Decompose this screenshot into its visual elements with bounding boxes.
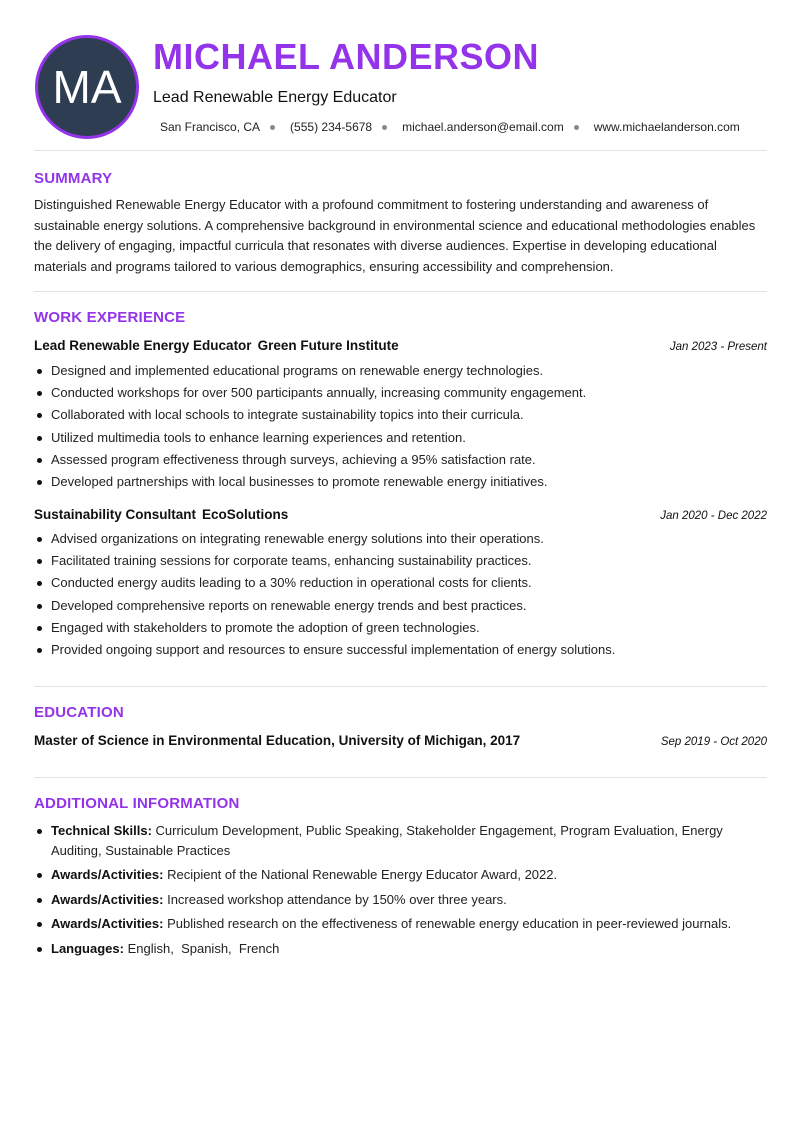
item-label: Languages: (51, 940, 124, 956)
additional-list (34, 821, 767, 963)
education-dates: Sep 2019 - Oct 2020 (660, 736, 767, 748)
list-item (34, 865, 767, 885)
bullet-separator-icon (382, 125, 387, 130)
job-header (34, 507, 767, 522)
contact-location: San Francisco, CA (160, 120, 261, 134)
list-item: Collaborated with local schools to integrate sustainability topics into their curricula. (34, 404, 767, 426)
item-label: Awards/Activities: (51, 867, 164, 882)
list-item: Facilitated training sessions for corporate teams, enhancing sustainability practices. (34, 550, 767, 572)
list-item: Developed comprehensive reports on renewable energy trends and best practices. (34, 595, 767, 617)
education-entry (34, 733, 767, 748)
job-dates: Jan 2020 - Dec 2022 (660, 510, 767, 522)
additional-heading: ADDITIONAL INFORMATION (34, 795, 240, 812)
contact-email[interactable]: michael.anderson@email.com (402, 120, 564, 134)
item-label: Technical Skills: (51, 823, 152, 838)
contact-line (160, 120, 740, 134)
experience-heading: WORK EXPERIENCE (34, 309, 186, 326)
job-header (34, 338, 767, 353)
avatar (35, 35, 139, 139)
contact-website[interactable]: www.michaelanderson.com (593, 120, 740, 134)
education-heading: EDUCATION (34, 704, 124, 721)
item-text: Increased workshop attendance by 150% over three years. (167, 891, 507, 907)
summary-text: Distinguished Renewable Energy Educator with a profound commitment to fostering understanding and awareness of sustainable energy solutions. A comprehensive background in environmental science and educational methodologies enables the delivery of engaging, impactful curricula that resonates with diverse audiences. Expertise in developing educational materials and programs tailored to various demographics, ensuring accessibility and comprehension. (34, 197, 756, 274)
item-text: Published research on the effectiveness of renewable energy education in peer-reviewed journals. (167, 916, 732, 931)
job-company: EcoSolutions (202, 507, 289, 522)
divider (34, 150, 767, 151)
list-item: Designed and implemented educational programs on renewable energy technologies. (34, 360, 767, 382)
job-dates: Jan 2023 - Present (669, 341, 767, 353)
list-item: Conducted workshops for over 500 participants annually, increasing community engagement. (34, 382, 767, 404)
summary-heading: SUMMARY (34, 170, 113, 187)
contact-phone: (555) 234-5678 (290, 120, 373, 134)
list-item (34, 890, 767, 910)
candidate-title: Lead Renewable Energy Educator (153, 89, 397, 106)
divider (34, 291, 767, 292)
avatar-initials: MA (52, 61, 122, 113)
job-company: Green Future Institute (257, 338, 399, 353)
bullet-separator-icon (574, 125, 579, 130)
item-text: English, Spanish, French (127, 940, 280, 956)
list-item: Utilized multimedia tools to enhance learning experiences and retention. (34, 427, 767, 449)
item-text: Recipient of the National Renewable Energy Educator Award, 2022. (167, 867, 558, 882)
divider (34, 686, 767, 687)
list-item: Conducted energy audits leading to a 30% reduction in operational costs for clients. (34, 572, 767, 594)
list-item: Engaged with stakeholders to promote the adoption of green technologies. (34, 617, 767, 639)
list-item: Provided ongoing support and resources to ensure successful implementation of energy solutions. (34, 639, 767, 661)
divider (34, 777, 767, 778)
candidate-name: MICHAEL ANDERSON (153, 36, 540, 77)
list-item (34, 821, 767, 860)
list-item: Advised organizations on integrating renewable energy solutions into their operations. (34, 528, 767, 550)
list-item: Assessed program effectiveness through surveys, achieving a 95% satisfaction rate. (34, 449, 767, 471)
item-text: Curriculum Development, Public Speaking, Stakeholder Engagement, Program Evaluation, Energy Auditing, Sustainable Practices (51, 823, 723, 858)
job-title-line (34, 507, 288, 522)
bullet-separator-icon (270, 125, 275, 130)
list-item (34, 939, 767, 959)
education-degree: Master of Science in Environmental Education, University of Michigan, 2017 (34, 733, 521, 748)
job-title: Lead Renewable Energy Educator (34, 338, 252, 353)
job-bullets (34, 360, 767, 493)
job-bullets (34, 528, 767, 661)
job-title-line (34, 338, 399, 353)
list-item: Developed partnerships with local businesses to promote renewable energy initiatives. (34, 471, 767, 493)
list-item (34, 914, 767, 934)
job-title: Sustainability Consultant (34, 507, 197, 522)
item-label: Awards/Activities: (51, 916, 164, 931)
item-label: Awards/Activities: (51, 891, 164, 907)
